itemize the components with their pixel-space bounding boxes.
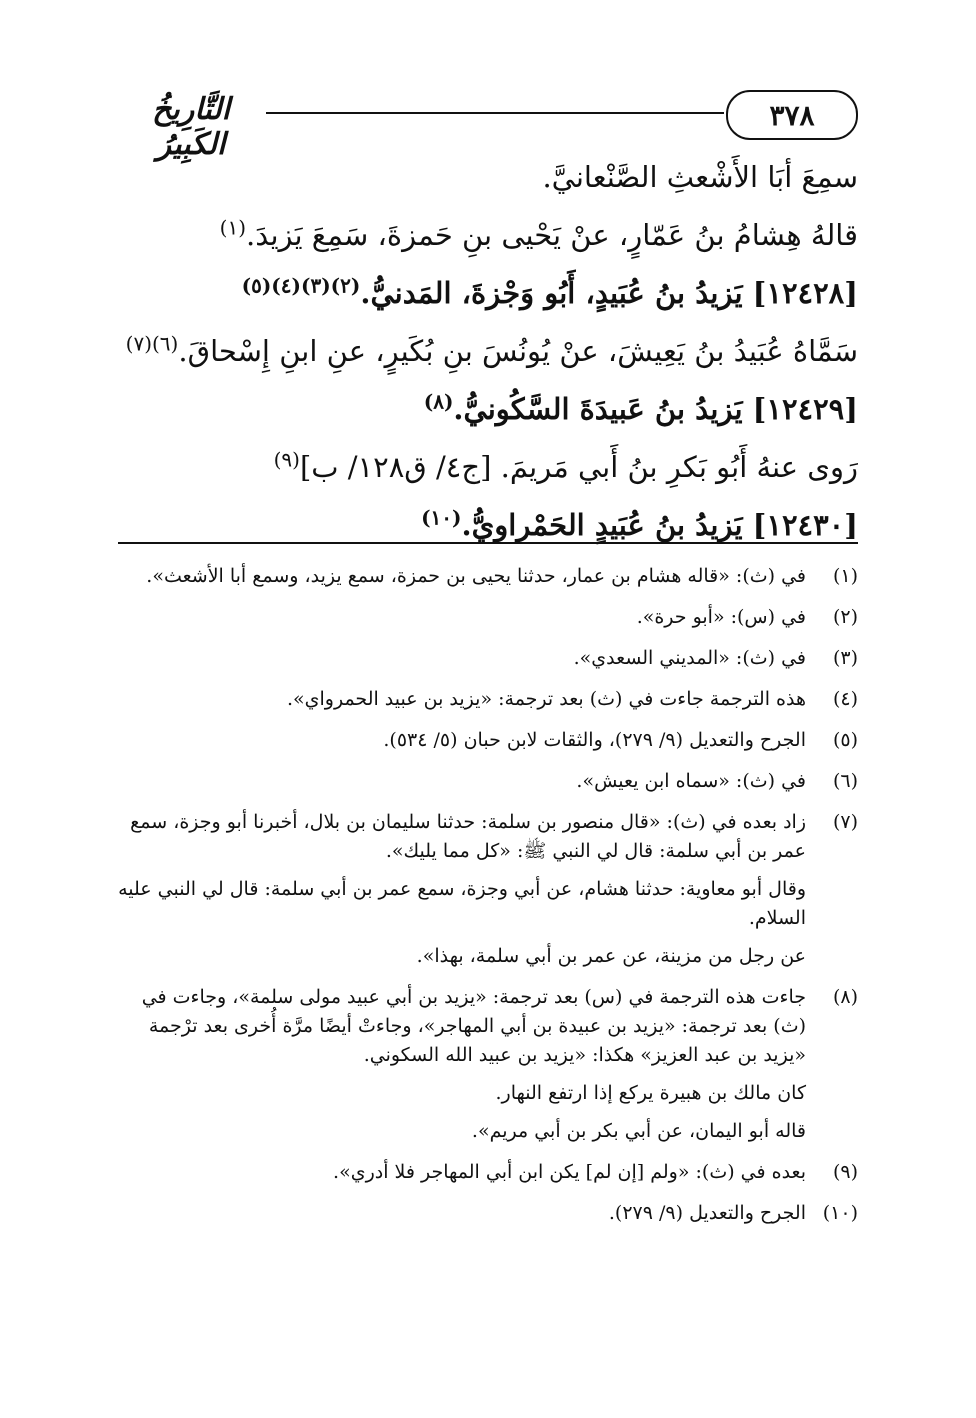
footnote-number: (١٠) bbox=[822, 1202, 858, 1224]
line-text: سمِعَ أبَا الأَشْعثِ الصَّنْعانيَّ. bbox=[542, 160, 858, 194]
entry-heading bbox=[118, 380, 858, 438]
footnote-paragraph: الجرح والتعديل (٩/ ٢٧٩). bbox=[608, 1202, 806, 1224]
book-title: التَّارِيخُ الكَبِيرُ bbox=[152, 92, 230, 162]
footnote-number: (٢) bbox=[832, 606, 858, 628]
footnote-text bbox=[118, 562, 806, 591]
text-line bbox=[118, 148, 858, 206]
footnote-number: (١) bbox=[832, 565, 858, 587]
footnote-paragraph: في (ث): «قاله هشام بن عمار، حدثنا يحيى بن حمزة، سمع يزيد، وسمع أبا الأشعث». bbox=[146, 565, 806, 587]
footnote-text bbox=[118, 726, 806, 755]
footnote-divider bbox=[118, 542, 858, 544]
line-text: [١٢٤٢٨] يَزيدُ بنُ عُبَيدٍ، أَبُو وَجْزةَ، المَدنيُّ. bbox=[360, 276, 858, 310]
footnote bbox=[118, 685, 858, 714]
footnote-paragraph: عن رجل من مزينة، عن عمر بن أبي سلمة، بهذا». bbox=[416, 945, 806, 967]
footnote-number: (٨) bbox=[832, 986, 858, 1008]
footnote bbox=[118, 603, 858, 632]
footnote-text bbox=[118, 767, 806, 796]
page-header bbox=[118, 88, 858, 162]
footnote-text bbox=[118, 808, 806, 971]
footnote bbox=[118, 808, 858, 971]
header-rule bbox=[266, 112, 724, 114]
footnote-paragraph: الجرح والتعديل (٩/ ٢٧٩)، والثقات لابن حبان (٥/ ٥٣٤). bbox=[383, 729, 806, 751]
footnote-paragraph: بعده في (ث): «ولم [إن لم] يكن ابن أبي المهاجر فلا أدري». bbox=[333, 1161, 806, 1183]
line-text: قالهُ هِشامُ بنُ عَمّارٍ، عنْ يَحْيى بنِ حَمزةَ، سَمِعَ يَزيدَ. bbox=[246, 218, 858, 252]
footnote-number: (٧) bbox=[832, 811, 858, 833]
footnote-text bbox=[118, 603, 806, 632]
footnote-paragraph: في (ث): «سماه ابن يعيش». bbox=[576, 770, 806, 792]
footnote-paragraph: هذه الترجمة جاءت في (ث) بعد ترجمة: «يزيد بن عبيد الحمرواي». bbox=[286, 688, 806, 710]
entry-heading bbox=[118, 496, 858, 554]
footnote-paragraph: في (ث): «المديني السعدي». bbox=[573, 647, 806, 669]
footnote bbox=[118, 1158, 858, 1187]
footnote-paragraph: زاد بعده في (ث): «قال منصور بن سلمة: حدثنا سليمان بن بلال، أخبرنا أبو وجزة، سمع عمر بن أبي سلمة: قال لي النبي ﷺ: «كل مما يليك». bbox=[130, 811, 806, 862]
footnote-text bbox=[118, 983, 806, 1146]
footnote-paragraph: جاءت هذه الترجمة في (س) بعد ترجمة: «يزيد بن أبي عبيد مولى سلمة»، وجاءت في (ث) بعد ترجمة: «يزيد بن عبيدة بن أبي المهاجر»، وجاءتْ أيضًا مرَّة أُخرى بعد ترْجمة «يزيد بن عبد العزيز» هكذا: «يزيد بن عبيد الله السكوني. bbox=[141, 986, 806, 1066]
footnote-text bbox=[118, 685, 806, 714]
footnote-ref[interactable]: (٨) bbox=[423, 389, 454, 414]
text-line bbox=[118, 322, 858, 380]
footnote-ref[interactable]: (١) bbox=[219, 215, 246, 240]
entry-heading bbox=[118, 264, 858, 322]
footnote-number: (٥) bbox=[832, 729, 858, 751]
footnote-text bbox=[118, 1158, 806, 1187]
footnote bbox=[118, 767, 858, 796]
footnote bbox=[118, 644, 858, 673]
footnote-paragraph: قاله أبو اليمان، عن أبي بكر بن أبي مريم». bbox=[471, 1120, 806, 1142]
text-line bbox=[118, 438, 858, 496]
footnote-ref[interactable]: (٦)(٧) bbox=[125, 331, 179, 356]
footnote-paragraph: في (س): «أبو حرة». bbox=[636, 606, 806, 628]
footnote-number: (٩) bbox=[832, 1161, 858, 1183]
footnote-text bbox=[118, 1199, 806, 1228]
line-text: [١٢٤٣٠] يَزيدُ بنُ عُبَيدٍ الحَمْراويُّ. bbox=[461, 508, 858, 542]
footnote-number: (٣) bbox=[832, 647, 858, 669]
footnote bbox=[118, 562, 858, 591]
footnote bbox=[118, 983, 858, 1146]
main-text bbox=[118, 148, 858, 554]
footnote bbox=[118, 1199, 858, 1228]
footnotes bbox=[118, 562, 858, 1240]
footnote bbox=[118, 726, 858, 755]
footnote-text bbox=[118, 644, 806, 673]
footnote-ref[interactable]: (٩) bbox=[273, 447, 300, 472]
footnote-ref[interactable]: (١٠) bbox=[421, 505, 462, 530]
text-line bbox=[118, 206, 858, 264]
footnote-ref[interactable]: (٢)(٣)(٤)(٥) bbox=[241, 273, 361, 298]
footnote-number: (٦) bbox=[832, 770, 858, 792]
footnote-number: (٤) bbox=[832, 688, 858, 710]
footnote-paragraph: وقال أبو معاوية: حدثنا هشام، عن أبي وجزة، سمع عمر بن أبي سلمة: قال لي النبي عليه السلام. bbox=[118, 878, 806, 929]
footnote-paragraph: كان مالك بن هبيرة يركع إذا ارتفع النهار. bbox=[495, 1082, 806, 1104]
line-text: سَمَّاهُ عُبَيدُ بنُ يَعِيشَ، عنْ يُونُسَ بنِ بُكَيرٍ، عنِ ابنِ إِسْحاقَ. bbox=[178, 334, 858, 368]
line-text: [١٢٤٢٩] يَزيدُ بنُ عَبيدَةَ السَّكُونيُّ. bbox=[453, 392, 858, 426]
line-text: رَوى عنهُ أَبُو بَكرِ بنُ أَبي مَريمَ. [ج٤/ ق١٢٨/ ب] bbox=[299, 450, 858, 484]
page-number: ٣٧٨ bbox=[726, 90, 858, 140]
